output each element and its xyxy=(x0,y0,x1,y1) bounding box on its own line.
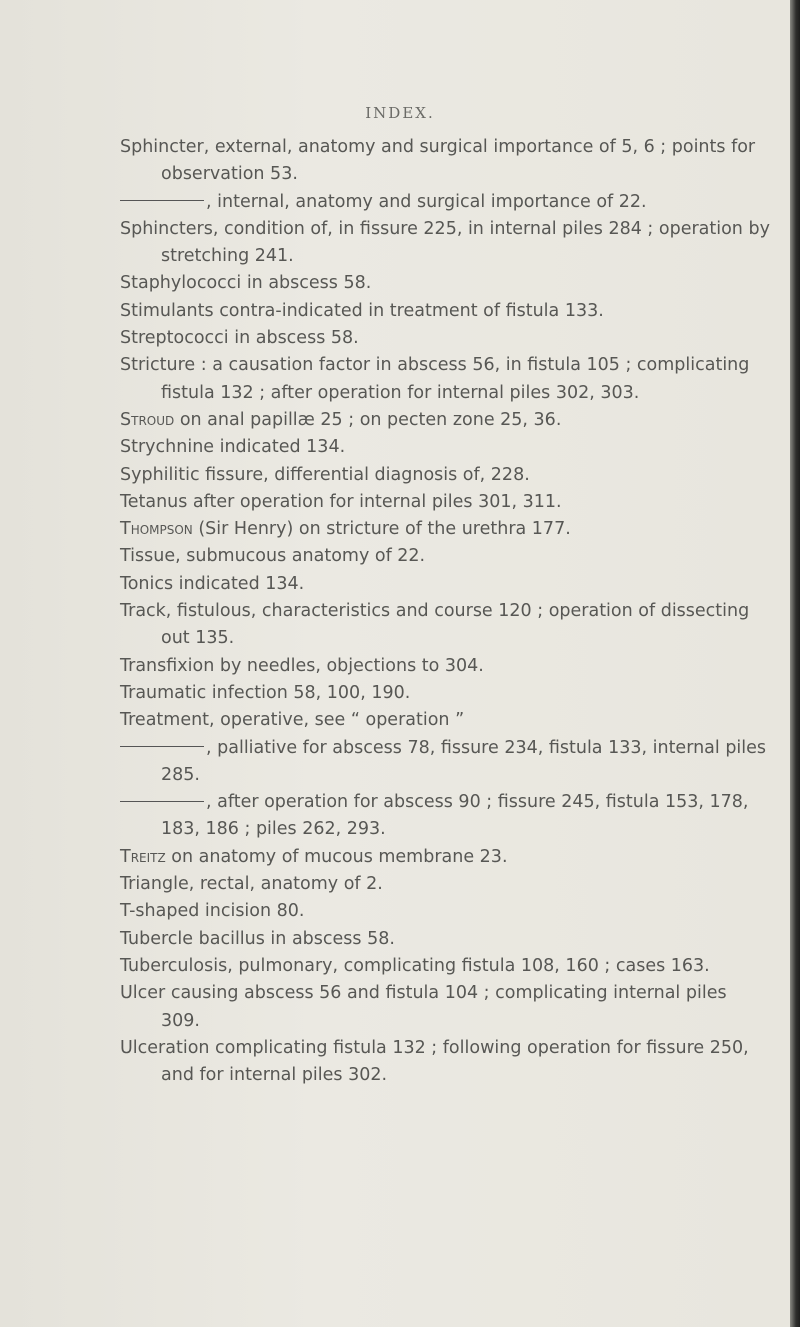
author-name: Treitz xyxy=(120,846,166,867)
index-entry xyxy=(120,134,770,189)
index-entry xyxy=(120,516,770,543)
index-entry xyxy=(120,680,770,707)
entry-text: Stricture : a causation factor in abscess 56, in fistula 105 ; complicating fistula 132 ; after operation for internal piles 302, 303. xyxy=(120,355,750,403)
index-entry xyxy=(120,489,770,516)
index-entry xyxy=(120,216,770,271)
entry-text: Stimulants contra-indicated in treatment of fistula 133. xyxy=(120,300,604,321)
ditto-dash xyxy=(120,746,204,747)
entry-text: Sphincters, condition of, in fissure 225, in internal piles 284 ; operation by stretching 241. xyxy=(120,218,770,267)
entry-text: Triangle, rectal, anatomy of 2. xyxy=(120,874,383,895)
entry-text: , palliative for abscess 78, fissure 234, fistula 133, internal piles 285. xyxy=(161,737,767,785)
entry-text: Track, fistulous, characteristics and course 120 ; operation of dissecting out 135. xyxy=(120,601,750,649)
index-entry xyxy=(120,980,770,1035)
index-entry xyxy=(120,926,770,953)
entry-text: Traumatic infection 58, 100, 190. xyxy=(120,682,411,703)
ditto-dash xyxy=(120,801,204,802)
index-entry xyxy=(120,543,770,570)
entry-text: Tissue, submucous anatomy of 22. xyxy=(120,546,426,567)
entry-text: Tuberculosis, pulmonary, complicating fistula 108, 160 ; cases 163. xyxy=(120,955,710,976)
ditto-dash xyxy=(120,200,204,201)
entry-text: (Sir Henry) on stricture of the urethra 177. xyxy=(192,519,571,540)
index-entry xyxy=(120,898,770,925)
entry-text: Syphilitic fissure, differential diagnosis of, 228. xyxy=(120,464,530,485)
index-entry xyxy=(120,598,770,653)
entry-text: Tetanus after operation for internal piles 301, 311. xyxy=(120,491,562,512)
entry-text: Transfixion by needles, objections to 304. xyxy=(120,655,484,676)
index-entry xyxy=(120,953,770,980)
entry-text: Strychnine indicated 134. xyxy=(120,437,346,458)
index-entry xyxy=(120,1035,770,1090)
page-header: INDEX. xyxy=(365,104,435,122)
index-entry xyxy=(120,871,770,898)
index-entry xyxy=(120,571,770,598)
index-entry xyxy=(120,789,770,844)
entry-text: on anal papillæ 25 ; on pecten zone 25, 36. xyxy=(174,409,562,430)
entry-text: Streptococci in abscess 58. xyxy=(120,328,359,349)
author-name: Stroud xyxy=(120,409,175,430)
index-list xyxy=(120,134,770,1089)
index-entry xyxy=(120,434,770,461)
entry-text: Treatment, operative, see “ operation ” xyxy=(120,710,465,731)
entry-text: Staphylococci in abscess 58. xyxy=(120,273,372,294)
index-entry xyxy=(120,407,770,434)
entry-text: Ulcer causing abscess 56 and fistula 104 ; complicating internal piles 309. xyxy=(120,983,727,1031)
author-name: Thompson xyxy=(120,519,193,540)
index-entry xyxy=(120,462,770,489)
index-entry xyxy=(120,735,770,790)
entry-text: , after operation for abscess 90 ; fissure 245, fistula 153, 178, 183, 186 ; piles 262, 293. xyxy=(161,792,749,840)
index-entry xyxy=(120,844,770,871)
entry-text: , internal, anatomy and surgical importance of 22. xyxy=(206,191,647,212)
index-entry xyxy=(120,352,770,407)
index-entry xyxy=(120,189,770,216)
entry-text: Tubercle bacillus in abscess 58. xyxy=(120,928,395,949)
entry-text: on anatomy of mucous membrane 23. xyxy=(165,846,508,867)
index-entry xyxy=(120,653,770,680)
entry-text: Ulceration complicating fistula 132 ; following operation for fissure 250, and for internal piles 302. xyxy=(120,1037,749,1086)
entry-text: T-shaped incision 80. xyxy=(120,901,305,922)
entry-text: Sphincter, external, anatomy and surgical importance of 5, 6 ; points for observation 53. xyxy=(120,137,756,185)
page-edge-shadow xyxy=(790,0,800,1327)
index-entry xyxy=(120,707,770,734)
entry-text: Tonics indicated 134. xyxy=(120,573,305,594)
index-entry xyxy=(120,325,770,352)
index-entry xyxy=(120,270,770,297)
index-entry xyxy=(120,298,770,325)
